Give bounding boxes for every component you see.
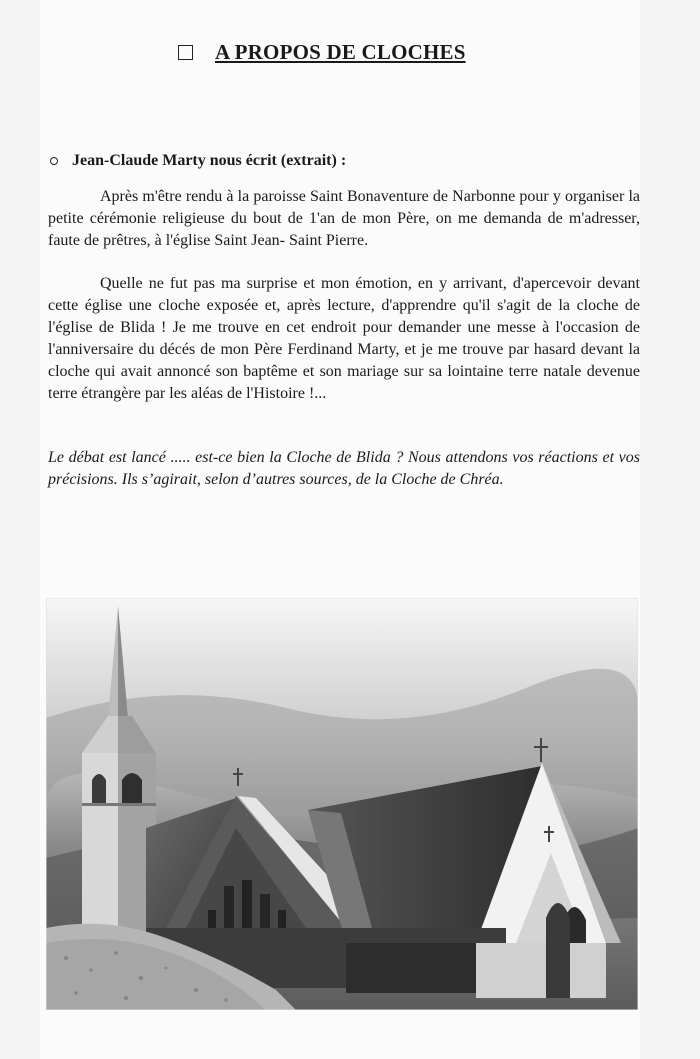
circle-bullet-icon (50, 157, 58, 165)
checkbox-icon (178, 45, 193, 60)
subheading-text: Jean-Claude Marty nous écrit (extrait) : (72, 152, 347, 169)
subheading (50, 152, 346, 170)
editorial-note: Le débat est lancé ..... est-ce bien la Cloche de Blida ? Nous attendons vos réactions et vos précisions. Ils s’agirait, selon d’autres sources, de la Cloche de Chréa. (48, 449, 640, 488)
church-photo (46, 598, 638, 1010)
page-title: A PROPOS DE CLOCHES (215, 39, 466, 64)
paragraph-2: Quelle ne fut pas ma surprise et mon émotion, en y arrivant, d'apercevoir devant cette église une cloche exposée et, après lecture, d'apprendre qu'il s'agit de la cloche de l'église de Blida ! Je me trouve en cet endroit pour demander une messe à l'occasion de l'anniversaire du décés de mon Père Ferdinand Marty, et je me trouve par hasard devant la cloche qui avait annoncé son baptême et son mariage sur sa lointaine terre natale devenue terre étrangère par les aléas de l'Histoire !... (48, 275, 640, 402)
title-row (178, 38, 466, 66)
paragraph-1: Après m'être rendu à la paroisse Saint Bonaventure de Narbonne pour y organiser la petite cérémonie religieuse du bout de 1'an de mon Père, on me demanda de m'adresser, faute de prêtres, à l'église Saint Jean- Saint Pierre. (48, 188, 640, 249)
